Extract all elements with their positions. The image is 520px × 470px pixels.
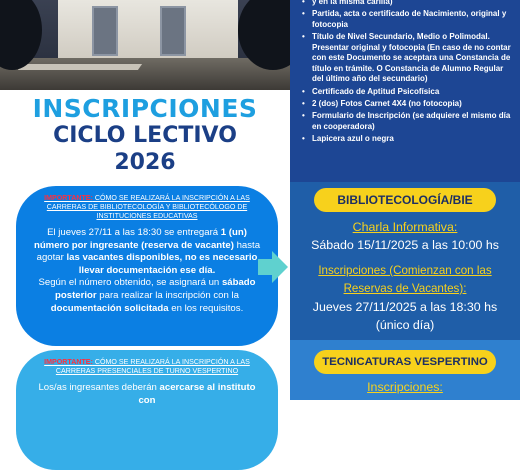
requirement-item: • Certificado de Aptitud Psicofísica [302, 87, 514, 98]
requirement-item: • Partida, acta o certificado de Nacimiento, original y fotocopia [302, 9, 514, 30]
bubble-paragraph [30, 382, 264, 407]
inscripciones-label: Reservas de Vacantes): [343, 282, 467, 295]
paragraph-bold: 1 (un) número por ingresante (reserva de vacante) [33, 227, 247, 251]
photo-floor [0, 58, 290, 90]
building-photo [0, 0, 290, 90]
bubble-heading-text: CÓMO SE REALIZARÁ LA INSCRIPCIÓN A LAS CARRERAS PRESENCIALES DE TURNO VESPERTINO [55, 358, 250, 375]
bibliotecologia-info-bubble [16, 186, 278, 346]
photo-lit-wall [58, 0, 238, 62]
inscripciones-date-note: (único día) [375, 318, 435, 332]
paragraph-text: El jueves 27/11 a las 18:30 se entregará [47, 227, 221, 238]
tecnicaturas-inscripciones-label: Inscripciones: [367, 380, 443, 394]
paragraph-bold: acercarse al instituto con [138, 382, 256, 406]
requirement-item: • Título de Nivel Secundario, Medio o Polimodal. Presentar original y fotocopia (En caso de no contar con este Documento se aceptara una Constancia de título en trámite. O Constancia de Alumno Regular del último año del secundario) [302, 32, 514, 85]
paragraph-bold: sábado posterior [55, 277, 256, 301]
requirement-item: • y en la misma carilla) [302, 0, 514, 8]
paragraph-text: hasta agotar [36, 239, 261, 264]
requirement-item: • 2 (dos) Fotos Carnet 4X4 (no fotocopia) [302, 99, 514, 110]
bubble-heading-text: CÓMO SE REALIZARÁ LA INSCRIPCIÓN A LAS CARRERAS DE BIBLIOTECOLOGÍA Y BIBLIOTECÓLOGO DE INSTITUCIONES EDUCATIVAS [46, 194, 250, 220]
photo-door [92, 6, 118, 56]
paragraph-text: en los requisitos. [168, 302, 244, 314]
requirements-list [302, 0, 514, 144]
bubble-heading [30, 194, 264, 221]
charla-date: Sábado 15/11/2025 a las 10:00 hs [311, 238, 499, 252]
requirement-item: • Lapicera azul o negra [302, 134, 514, 145]
tecnicaturas-pill: TECNICATURAS VESPERTINO [314, 350, 496, 374]
paragraph-text: Los/as ingresantes deberán [38, 382, 160, 393]
bubble-paragraph [30, 277, 264, 315]
vespertino-info-bubble [16, 350, 278, 470]
important-label: IMPORTANTE: [44, 194, 93, 202]
paragraph-bold: documentación solicitada [50, 302, 169, 314]
requirement-item: • Formulario de Inscripción (se adquiere el mismo día en cooperadora) [302, 111, 514, 132]
important-label: IMPORTANTE: [44, 358, 93, 366]
bubble-heading [30, 358, 264, 376]
bibliotecologia-section [290, 182, 520, 340]
tecnicaturas-section [290, 340, 520, 400]
inscripciones-label: Inscripciones (Comienzan con las [318, 264, 492, 277]
inscripciones-date: Jueves 27/11/2025 a las 18:30 hs [312, 300, 498, 314]
paragraph-bold: las vacantes disponibles, no es necesario llevar documentación ese día. [66, 252, 258, 276]
paragraph-text: Según el número obtenido, se asignará un [38, 277, 222, 289]
title-inscripciones: INSCRIPCIONES [32, 94, 258, 123]
title-ciclo-lectivo: CICLO LECTIVO [53, 123, 237, 148]
title-year: 2026 [114, 150, 176, 175]
bibliotecologia-pill: BIBLIOTECOLOGÍA/BIE [314, 188, 496, 212]
photo-bench [18, 64, 142, 70]
charla-label: Charla Informativa: [352, 220, 458, 234]
bubble-paragraph [30, 227, 264, 277]
photo-door [160, 6, 186, 56]
paragraph-text: para realizar la inscripción con la [96, 289, 239, 301]
requirements-panel [290, 0, 520, 182]
